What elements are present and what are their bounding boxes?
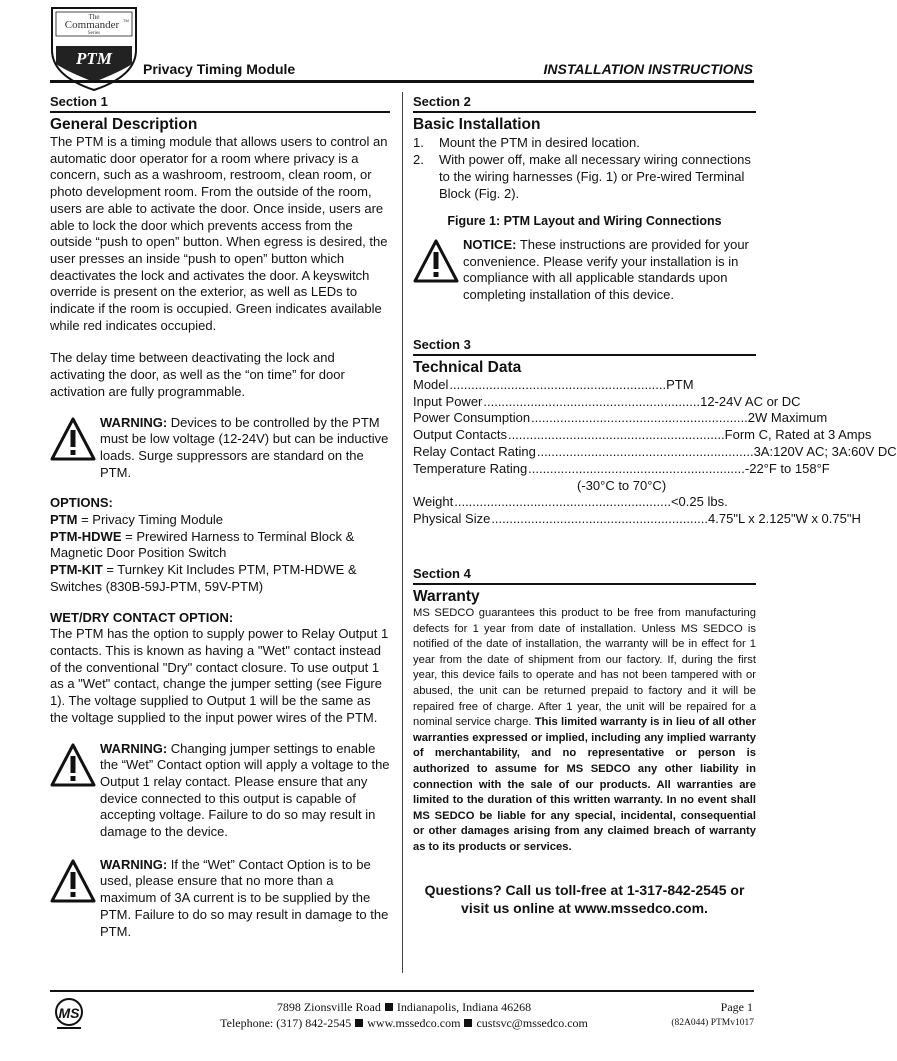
wet-dry-paragraph: The PTM has the option to supply power to Relay Output 1 contacts. This is known as having a "Wet" contact instead of the conventional "Dry" contact closure. To use output 1 as a "Wet" contact, change the jumper setting (see Figure 1). The voltage supplied to Output 1 will be the same as the voltage supplied to the input power wires of the PTM. — [50, 626, 389, 725]
contact-line-1: Questions? Call us toll-free at 1-317-842-2545 or — [424, 882, 745, 899]
section-4-label: Section 4 — [413, 565, 471, 581]
table-row: Model............................................................ PTM — [413, 376, 694, 392]
section-1-label: Section 1 — [50, 94, 108, 109]
section-rule — [413, 583, 756, 585]
option-ptm: PTM = Privacy Timing Module — [50, 512, 224, 528]
logo-brand: Commander — [64, 19, 120, 31]
options-heading: OPTIONS: — [50, 495, 113, 511]
contact-callout — [413, 881, 756, 917]
option-ptm-kit: PTM-KIT = Turnkey Kit Includes PTM, PTM-HDWE & Switches (830B-59J-PTM, 59V-PTM) — [50, 562, 357, 594]
table-row: Power Consumption............................................................ 2W Maximum — [413, 410, 828, 426]
warning-jumper — [50, 741, 390, 841]
table-row: Input Power............................................................ 12-24V AC or DC — [413, 393, 801, 409]
warning-triangle-icon — [50, 859, 96, 903]
section-rule — [413, 111, 756, 113]
list-item: 2. With power off, make all necessary wiring connections to the wiring harnesses (Fig. 1) or Pre-wired Terminal Block (Fig. 2). — [413, 152, 751, 201]
header-rule — [50, 80, 754, 83]
page-number: Page 1 — [720, 1000, 753, 1014]
table-row: Output Contacts............................................................ Form C, Rated at 3 Amps — [413, 427, 872, 443]
website-link[interactable]: www.mssedco.com — [367, 1016, 461, 1030]
section-4-title: Warranty — [413, 587, 480, 605]
installation-steps — [413, 134, 756, 202]
footer-contact: Telephone: (317) 842-2545 www.mssedco.com custsvc@mssedco.com — [220, 1016, 588, 1030]
general-description-paragraph: The PTM is a timing module that allows users to control an automatic door operator for a room where privacy is a concern, such as a washroom, restroom, clean room, or photo development room. From the outside of the room, users are able to activate the door. Once inside, users are able to lock the door which prevents access from the outside “push to open” button. When egress is desired, the user presses an inside “push to open” button which deactivates the lock and activates the door. A keyswitch override is present on the exterior, as well as LEDs to indicate if the room is occupied. Green indicates available while red indicates occupied. — [50, 134, 388, 333]
wet-dry-heading: WET/DRY CONTACT OPTION: — [50, 609, 234, 625]
footer-rule — [50, 990, 754, 992]
section-1-title: General Description — [50, 116, 198, 133]
table-row: Relay Contact Rating............................................................ 3A:120V AC; 3A:60V DC — [413, 444, 897, 459]
logo-text: MS — [58, 1005, 80, 1021]
document-code: (82A044) PTMv1017 — [671, 1018, 754, 1028]
list-item: 1. Mount the PTM in desired location. — [413, 135, 640, 150]
section-2-title: Basic Installation — [413, 116, 541, 133]
warning-low-voltage — [50, 415, 390, 482]
section-3-title: Technical Data — [413, 358, 522, 376]
warning-triangle-icon — [413, 239, 459, 283]
warning-label: WARNING: — [100, 740, 168, 756]
document-type: INSTALLATION INSTRUCTIONS — [543, 61, 753, 77]
section-rule — [413, 354, 756, 356]
right-column — [413, 93, 897, 917]
warning-label: WARNING: — [100, 856, 168, 872]
logo-tm: TM — [123, 18, 129, 23]
notice-label: NOTICE: — [463, 237, 517, 252]
option-ptm-hdwe: PTM-HDWE = Prewired Harness to Terminal Block & Magnetic Door Position Switch — [50, 528, 355, 561]
table-row: Temperature Rating............................................................ -22°F to 158°F — [413, 460, 830, 476]
table-row: Physical Size............................................................ 4.75"L x 2.125"W x 0.75"H — [413, 511, 861, 527]
table-row: (-30°C to 70°C) — [577, 477, 667, 493]
logo-product: PTM — [76, 49, 112, 68]
warning-triangle-icon — [50, 743, 96, 787]
warning-label: WARNING: — [100, 414, 168, 430]
delay-time-paragraph: The delay time between deactivating the lock and activating the door, as well as the “on time” for door activation are fully programmable. — [50, 350, 345, 399]
footer-address: 7898 Zionsville Road Indianapolis, Indiana 46268 — [276, 1000, 532, 1014]
column-divider — [402, 92, 403, 973]
warning-text: Devices to be controlled by the PTM must be low voltage (12-24V) but can be inductive loads. Surge suppressors are standard on the PTM. — [100, 414, 389, 480]
warning-triangle-icon — [50, 417, 96, 461]
table-row: Weight............................................................ <0.25 lbs. — [413, 494, 728, 510]
warning-text: If the “Wet” Contact Option is to be used, please ensure that no more than a maximum of 3A current is to be supplied by the PTM. Failure to do so may result in damage to the PTM. — [100, 856, 389, 939]
logo-series-top: The — [88, 13, 100, 21]
section-rule — [50, 111, 390, 113]
technical-data-table — [413, 376, 897, 528]
figure-1-caption: Figure 1: PTM Layout and Wiring Connections — [447, 214, 722, 228]
warning-text: Changing jumper settings to enable the “Wet” Contact option will apply a voltage to the Output 1 relay contact. Please ensure that any device connected to this output is capable of accepting voltage. Failure to do so may result in damage to the device. — [100, 740, 390, 840]
notice-block — [413, 237, 756, 304]
warning-max-current — [50, 857, 390, 941]
email-link[interactable]: custsvc@mssedco.com — [476, 1016, 588, 1030]
notice-text: These instructions are provided for your convenience. Please verify your installation is in compliance with all applicable standards upon completing installation of this device. — [463, 237, 749, 303]
section-2-label: Section 2 — [413, 94, 471, 109]
warranty-text: MS SEDCO guarantees this product to be free from manufacturing defects for 1 year from date of installation. Unless MS SEDCO is notified of the date of installation, the warranty will be in effect for 1 year from the date of shipment from our factory. If, during the first year, this device fails to operate and has not been tampered with or abused, the unit can be returned prepaid to factory and it will be repaired free of charge. After 1 year, the unit will be repaired for a nominal service charge. This limited warranty is in lieu of all other warranties expressed or implied, including any implied warranty of merchantability, and no representative or person is authorized to assume for MS SEDCO any other liability in connection with the sale of our products. All warranties are limited to the duration of this written warranty. In no event shall MS SEDCO be liable for any special, incidental, consequential or other damages arising from any claimed breach of warranty as to its products or services. — [413, 606, 756, 853]
contact-line-2: visit us online at www.mssedco.com. — [461, 900, 708, 917]
logo-series-bottom: Series — [87, 31, 101, 36]
left-column — [50, 93, 390, 940]
section-3-label: Section 3 — [413, 336, 471, 352]
document-title: Privacy Timing Module — [143, 61, 296, 77]
